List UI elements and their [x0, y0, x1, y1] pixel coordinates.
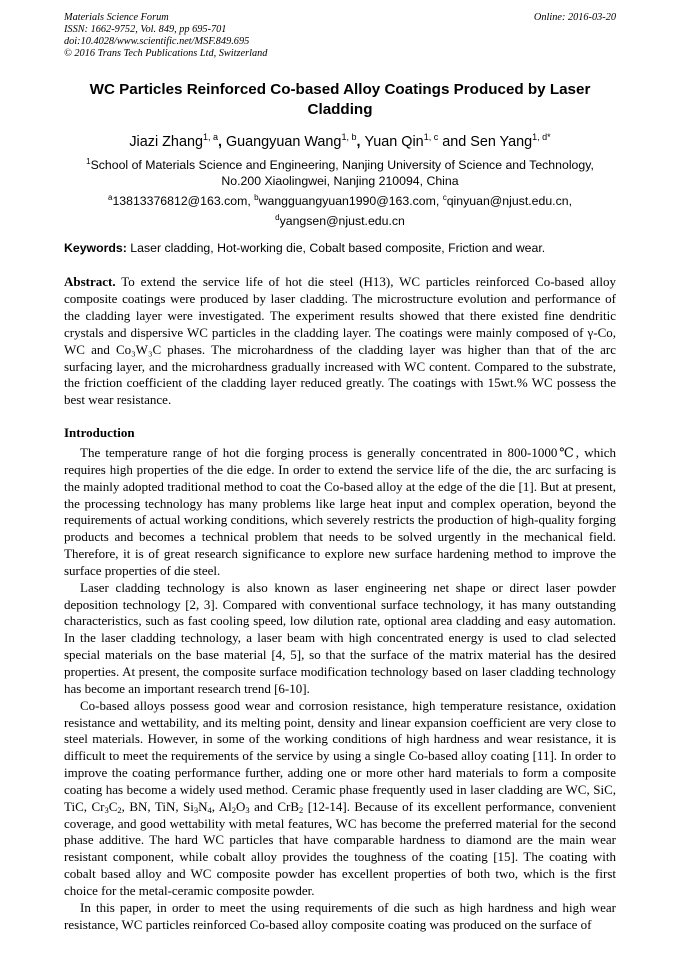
email-c[interactable]: qinyuan@njust.edu.cn,	[446, 194, 572, 208]
author-affil-mark: 1, d*	[532, 132, 551, 142]
author-affil-mark: 1, b	[341, 132, 357, 142]
abstract-label: Abstract.	[64, 274, 116, 289]
author-affil-mark: 1, c	[423, 132, 439, 142]
author-emails: $^a$13813376812@163.com, $^b$wangguangyuan1990@163.com, $^c$qinyuan@njust.edu.cn, $^d$yangsen@njust.edu.cn	[107, 193, 572, 228]
author-affil-mark: 1, a	[202, 132, 218, 142]
author-name: Sen Yang	[470, 134, 533, 150]
author-name: Guangyuan Wang	[225, 134, 342, 150]
journal-name: Materials Science Forum	[64, 12, 169, 23]
keywords-text: Laser cladding, Hot-working die, Cobalt based composite, Friction and wear.	[126, 241, 546, 255]
paragraph: The temperature range of hot die forging process is generally concentrated in 800-1000℃, which requires high properties of the die edge. In order to extend the service life of the die, the arc surfacing is the mainly adopted traditional method to coat the Co-based alloy at the edge of the die [1]. But at present, the processing technology has many problems like large heat input and complex operation, beyond the requirements of actual working conditions, which severely restricts the production of high-quality forging products and becomes a technical problem that needs to be solved urgently in the mechanical field. Therefore, it is of great research significance to explore new surface hardening method to improve the surface properties of die steel.	[64, 445, 616, 578]
keywords-label: Keywords:	[64, 241, 127, 255]
doi-line: doi:10.4028/www.scientific.net/MSF.849.695	[64, 36, 250, 47]
email-b[interactable]: wangguangyuan1990@163.com,	[258, 194, 443, 208]
copyright-line: © 2016 Trans Tech Publications Ltd, Switzerland	[64, 48, 268, 59]
abstract-text: To extend the service life of hot die steel (H13), WC particles reinforced Co-based alloy composite coatings were produced by laser cladding. The microstructure evolution and performance of the cladding layer were investigated. The experiment results showed that there existed fine dendritic crystals and dispersive WC particles in the cladding layer. The coatings were mainly composed of γ-Co, WC and Co₃W₃C phases. The microhardness of the cladding layer was higher than that of the arc surfacing layer, and the microhardness gradually increased with WC content. Compared to the substrate, the friction coefficient of the cladding layer reduced greatly. The coatings with 15wt.% WC possess the best wear resistance.	[64, 274, 616, 408]
affiliation: $^1$School of Materials Science and Engineering, Nanjing University of Science and Technology, No.200 Xiaolingwei, Nanjing 210094, China	[64, 154, 616, 189]
paragraph: Laser cladding technology is also known as laser engineering net shape or direct laser powder deposition technology [2, 3]. Compared with conventional surface technology, it has many outstanding characteristics, such as fast cooling speed, low dilution rate, optional area cladding and easy automation. In the laser cladding technology, a laser beam with high concentrated energy is used to clad selected special materials on the base material [4, 5], so that the surface of the matrix material has the desired properties. At present, the composite surface modification technology based on laser cladding technology has become an important research trend [6-10].	[64, 579, 616, 696]
email-d[interactable]: yangsen@njust.edu.cn	[279, 213, 405, 228]
abstract	[64, 274, 616, 409]
keywords	[64, 241, 616, 257]
section-heading-introduction: Introduction	[64, 425, 135, 440]
online-date: Online: 2016-03-20	[533, 12, 616, 23]
affiliation-line-2: No.200 Xiaolingwei, Nanjing 210094, China	[221, 173, 459, 188]
author-name: Jiazi Zhang	[129, 134, 203, 150]
author-list: Jiazi Zhang$^{1, a}$, Guangyuan Wang$^{1, b}$, Yuan Qin$^{1, c}$ and Sen Yang$^{1, d*}$	[129, 132, 551, 150]
author-name: Yuan Qin	[364, 134, 424, 150]
paper-title: WC Particles Reinforced Co-based Alloy Coatings Produced by Laser Cladding	[89, 81, 591, 118]
issn-line: ISSN: 1662-9752, Vol. 849, pp 695-701	[64, 24, 227, 35]
paragraph: In this paper, in order to meet the using requirements of die such as high hardness and high wear resistance, WC particles reinforced Co-based alloy composite coating was produced on the surface of	[64, 899, 616, 932]
affiliation-line-1: School of Materials Science and Engineering, Nanjing University of Science and Technology,	[90, 158, 594, 172]
introduction-body	[64, 445, 616, 933]
email-a[interactable]: 13813376812@163.com,	[112, 194, 255, 208]
paragraph: Co-based alloys possess good wear and corrosion resistance, high temperature resistance, oxidation resistance and wettability, and its melting point, density and linear expansion coefficient are very close to steel materials. However, in some of the working conditions of high hardness and wear resistance, it is difficult to meet the requirements of the service by using a single Co-based alloy coating [11]. In order to improve the coating performance further, adding one or more other hard materials to form a composite coating has become a widely used method. Ceramic phase frequently used in laser cladding are WC, SiC, TiC, $Cr_3C_2$, BN, TiN, $Si_3N_4$, $Al_2O_3$ and CrB$_2$ [12-14]. Because of its excellent performance, convenient coverage, and good wettability with metal features, WC has become the preferred material for the second phase additive. The hard WC particles that have comparable hardness to diamond are the main wear resistant component, while cobalt alloy provides the toughness of the coating [15]. The coating with cobalt based alloy and WC composite powder has excellent properties of both two, which is the first choice for the metal-ceramic composite powder.	[64, 697, 616, 898]
journal-header	[64, 12, 616, 60]
